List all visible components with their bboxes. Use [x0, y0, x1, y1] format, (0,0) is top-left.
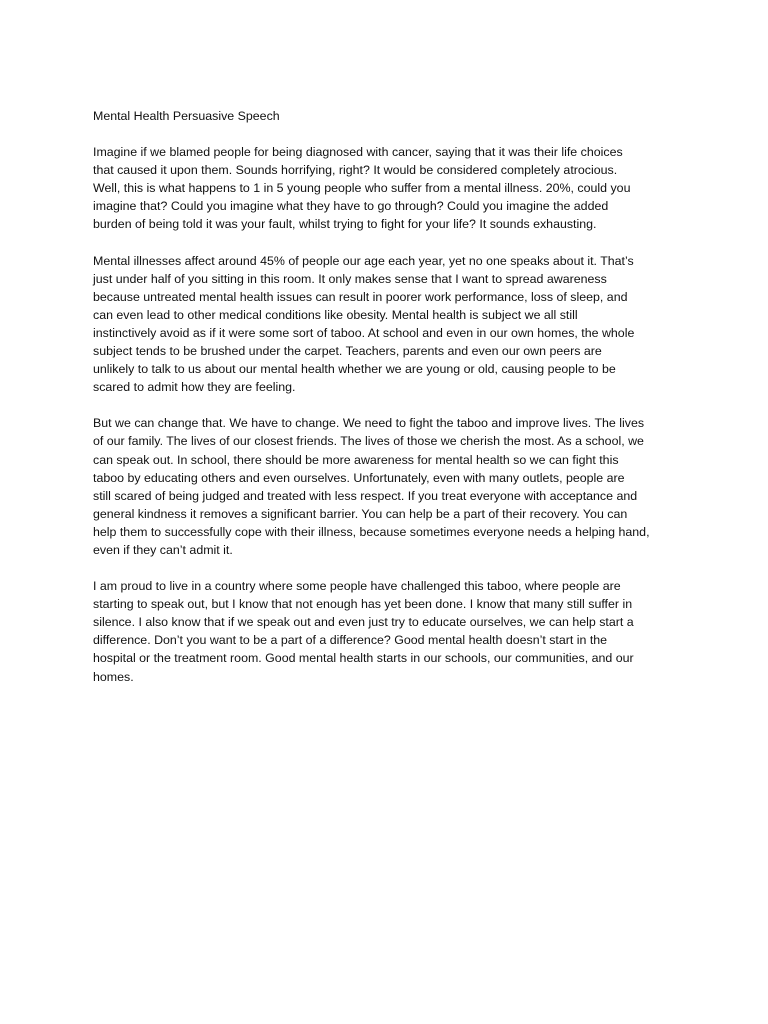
paragraph-line: burden of being told it was your fault, whilst trying to fight for your life? It sounds exhausting.	[93, 217, 597, 232]
paragraph-line: because untreated mental health issues can result in poorer work performance, loss of sleep, and	[93, 289, 628, 304]
paragraph-line: But we can change that. We have to change. We need to fight the taboo and improve lives. The lives	[93, 416, 645, 431]
paragraph-1	[93, 143, 678, 233]
paragraph-line: homes.	[93, 669, 134, 684]
paragraph-4	[93, 577, 678, 686]
paragraph-line: help them to successfully cope with their illness, because sometimes everyone needs a helping hand,	[93, 524, 650, 539]
paragraph-line: can even lead to other medical conditions like obesity. Mental health is subject we all still	[93, 307, 578, 322]
paragraph-line: scared to admit how they are feeling.	[93, 380, 296, 395]
paragraph-line: still scared of being judged and treated with less respect. If you treat everyone with acceptance and	[93, 488, 638, 503]
paragraph-line: imagine that? Could you imagine what they have to go through? Could you imagine the added	[93, 199, 609, 214]
paragraph-line: starting to speak out, but I know that not enough has yet been done. I know that many still suffer in	[93, 597, 633, 612]
paragraph-line: unlikely to talk to us about our mental health whether we are young or old, causing people to be	[93, 362, 616, 377]
paragraph-line: silence. I also know that if we speak out and even just try to educate ourselves, we can help start a	[93, 615, 634, 630]
paragraph-line: even if they can’t admit it.	[93, 542, 233, 557]
paragraph-3	[93, 414, 678, 559]
paragraph-line: subject tends to be brushed under the carpet. Teachers, parents and even our own peers are	[93, 344, 602, 359]
paragraph-line: Mental illnesses affect around 45% of people our age each year, yet no one speaks about it. That’s	[93, 253, 634, 268]
paragraph-line: general kindness it removes a significant barrier. You can help be a part of their recovery. You can	[93, 506, 628, 521]
paragraph-line: hospital or the treatment room. Good mental health starts in our schools, our communities, and our	[93, 651, 634, 666]
paragraph-line: can speak out. In school, there should be more awareness for mental health so we can fight this	[93, 452, 619, 467]
paragraph-line: of our family. The lives of our closest friends. The lives of those we cherish the most. As a school, we	[93, 434, 644, 449]
paragraph-line: taboo by educating others and even ourselves. Unfortunately, even with many outlets, people are	[93, 470, 625, 485]
paragraph-line: Well, this is what happens to 1 in 5 young people who suffer from a mental illness. 20%, could you	[93, 181, 631, 196]
paragraph-line: Imagine if we blamed people for being diagnosed with cancer, saying that it was their life choices	[93, 145, 623, 160]
paragraph-2	[93, 252, 678, 397]
document-body	[93, 107, 678, 704]
paragraph-line: I am proud to live in a country where some people have challenged this taboo, where people are	[93, 579, 621, 594]
paragraph-line: difference. Don’t you want to be a part of a difference? Good mental health doesn’t start in the	[93, 633, 608, 648]
paragraph-line: just under half of you sitting in this room. It only makes sense that I want to spread awareness	[93, 271, 607, 286]
paragraph-line: that caused it upon them. Sounds horrifying, right? It would be considered completely atrocious.	[93, 163, 618, 178]
document-title: Mental Health Persuasive Speech	[93, 109, 280, 123]
paragraph-line: instinctively avoid as if it were some sort of taboo. At school and even in our own homes, the whole	[93, 325, 635, 340]
